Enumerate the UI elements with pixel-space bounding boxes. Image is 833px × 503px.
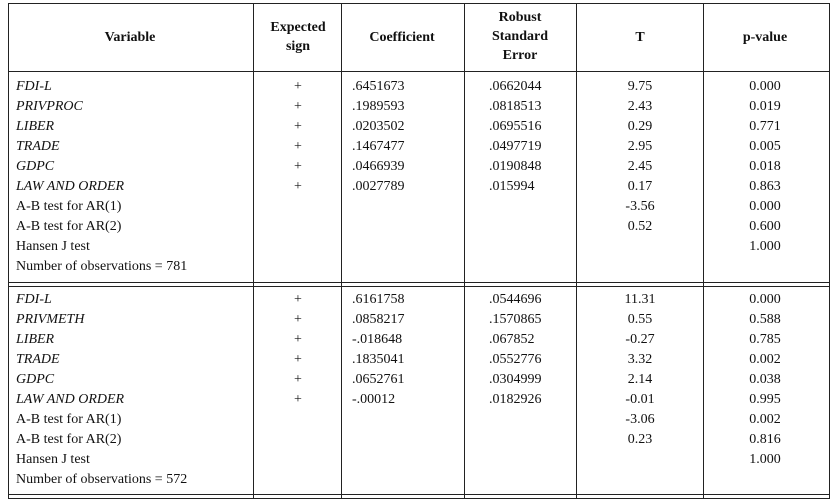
cell-coefficient: .1835041 [352,352,405,367]
header-robust-se-line1: Robust [498,10,542,25]
cell-variable: A-B test for AR(2) [16,219,122,234]
column-separator [341,3,342,499]
cell-robust-se: .067852 [489,332,535,347]
cell-p-value: 0.018 [749,159,781,174]
header-robust-se [465,8,575,65]
cell-p-value: 0.816 [749,432,781,447]
cell-expected-sign: + [294,352,302,367]
cell-t: -3.56 [625,199,655,214]
cell-expected-sign [268,410,328,430]
cell-p-value: 0.002 [749,352,781,367]
cell-expected-sign: + [294,312,302,327]
cell-robust-se: .0497719 [489,139,542,154]
cell-p-value: 1.000 [749,239,781,254]
cell-t: 0.23 [627,432,653,447]
cell-expected-sign: + [294,119,302,134]
cell-coefficient: .6451673 [352,79,405,94]
cell-t: 0.29 [627,119,653,134]
cell-robust-se: .0190848 [489,159,542,174]
cell-p-value: 0.771 [749,119,781,134]
cell-p-value: 0.588 [749,312,781,327]
header-robust-se-line2: Standard [491,29,549,44]
cell-variable: PRIVPROC [16,99,83,114]
cell-p-value [725,257,805,277]
header-expected-sign-line2: sign [285,39,311,54]
cell-p-value: 0.038 [749,372,781,387]
header-p-value: p-value [742,30,788,45]
cell-p-value: 0.600 [749,219,781,234]
cell-p-value: 0.785 [749,332,781,347]
cell-expected-sign [268,217,328,237]
cell-expected-sign [268,237,328,257]
header-t: T [635,30,645,45]
cell-t [600,470,680,490]
cell-variable: LIBER [16,119,55,134]
cell-expected-sign [268,470,328,490]
cell-expected-sign: + [294,179,302,194]
cell-expected-sign [268,450,328,470]
cell-expected-sign [268,197,328,217]
cell-robust-se: .0662044 [489,79,542,94]
cell-t: 9.75 [627,79,653,94]
cell-coefficient: .0027789 [352,179,405,194]
column-separator [464,3,465,499]
cell-robust-se: .0695516 [489,119,542,134]
column-separator [8,3,9,499]
cell-t [600,450,680,470]
table-bottom-rule-a [8,494,830,495]
cell-p-value: 0.995 [749,392,781,407]
header-rule [8,71,830,72]
column-separator [576,3,577,499]
cell-coefficient: .0203502 [352,119,405,134]
cell-p-value: 0.000 [749,292,781,307]
cell-variable: TRADE [16,139,60,154]
cell-variable: PRIVMETH [16,312,85,327]
cell-t: -0.01 [625,392,655,407]
cell-expected-sign [268,430,328,450]
cell-expected-sign [268,257,328,277]
column-separator [703,3,704,499]
cell-p-value: 0.002 [749,412,781,427]
cell-variable: GDPC [16,159,55,174]
cell-expected-sign: + [294,372,302,387]
column-separator [829,3,830,499]
table-top-rule [8,3,830,4]
cell-expected-sign: + [294,392,302,407]
cell-robust-se: .015994 [489,179,535,194]
cell-expected-sign: + [294,99,302,114]
cell-t: 3.32 [627,352,653,367]
cell-variable: LIBER [16,332,55,347]
cell-t: 0.17 [627,179,653,194]
cell-t: 2.43 [627,99,653,114]
cell-coefficient: -.018648 [352,332,403,347]
cell-t [600,257,680,277]
cell-variable: A-B test for AR(1) [16,412,122,427]
cell-variable: LAW AND ORDER [16,179,125,194]
cell-p-value: 0.000 [749,79,781,94]
cell-robust-se: .1570865 [489,312,542,327]
header-coefficient: Coefficient [369,30,435,45]
cell-coefficient: -.00012 [352,392,396,407]
cell-t: 0.55 [627,312,653,327]
cell-p-value: 0.000 [749,199,781,214]
cell-variable: Number of observations = 781 [16,259,188,274]
cell-t: 0.52 [627,219,653,234]
cell-variable: Number of observations = 572 [16,472,188,487]
cell-variable: A-B test for AR(2) [16,432,122,447]
column-separator [253,3,254,499]
header-robust-se-line3: Error [502,48,538,63]
cell-coefficient: .0858217 [352,312,405,327]
cell-t: 2.14 [627,372,653,387]
panel-separator-rule-a [8,282,830,283]
cell-p-value: 0.019 [749,99,781,114]
cell-variable: GDPC [16,372,55,387]
cell-t: 2.45 [627,159,653,174]
cell-variable: FDI-L [16,292,52,307]
header-expected-sign [255,18,341,56]
cell-expected-sign: + [294,332,302,347]
cell-variable: A-B test for AR(1) [16,199,122,214]
cell-variable: Hansen J test [16,239,90,254]
cell-robust-se: .0544696 [489,292,542,307]
cell-p-value: 1.000 [749,452,781,467]
cell-coefficient: .0466939 [352,159,405,174]
cell-expected-sign: + [294,159,302,174]
header-expected-sign-line1: Expected [270,20,326,35]
cell-robust-se: .0182926 [489,392,542,407]
cell-expected-sign: + [294,292,302,307]
cell-t: -3.06 [625,412,655,427]
cell-variable: LAW AND ORDER [16,392,125,407]
cell-variable: Hansen J test [16,452,90,467]
header-variable: Variable [104,30,156,45]
cell-coefficient: .0652761 [352,372,405,387]
cell-coefficient: .6161758 [352,292,405,307]
cell-variable: TRADE [16,352,60,367]
cell-t [600,237,680,257]
cell-robust-se: .0552776 [489,352,542,367]
cell-coefficient: .1467477 [352,139,405,154]
cell-p-value: 0.863 [749,179,781,194]
cell-coefficient: .1989593 [352,99,405,114]
cell-t: -0.27 [625,332,655,347]
cell-p-value [725,470,805,490]
cell-variable: FDI-L [16,79,52,94]
cell-robust-se: .0818513 [489,99,542,114]
cell-t: 11.31 [624,292,656,307]
cell-p-value: 0.005 [749,139,781,154]
table-bottom-rule-b [8,498,830,499]
cell-t: 2.95 [627,139,653,154]
cell-expected-sign: + [294,139,302,154]
panel-separator-rule-b [8,286,830,287]
cell-expected-sign: + [294,79,302,94]
cell-robust-se: .0304999 [489,372,542,387]
